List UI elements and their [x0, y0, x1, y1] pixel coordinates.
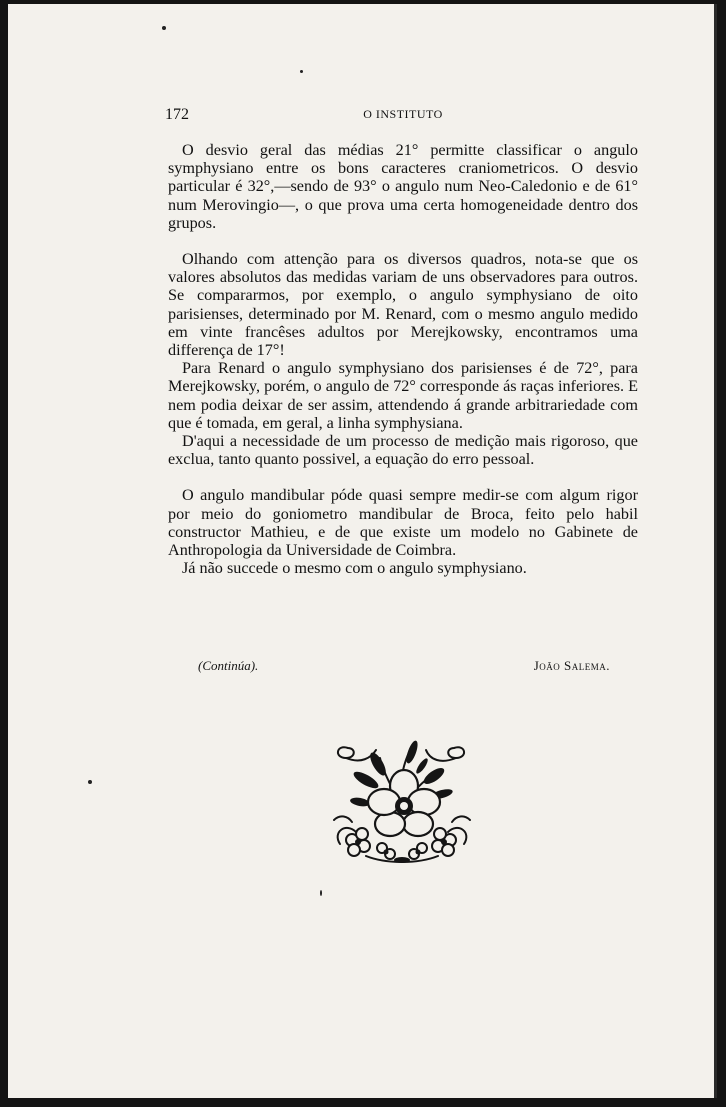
body-text [168, 141, 638, 577]
continua-note: (Continúa). [198, 658, 259, 673]
ink-speck [320, 890, 322, 896]
paragraph-daqui: D'aqui a necessidade de um processo de medição mais rigoroso, que exclua, tanto quanto possivel, a equação do erro pessoal. [168, 432, 638, 469]
ink-speck [88, 780, 92, 784]
floral-vignette-icon [326, 736, 478, 868]
page-header [165, 106, 641, 126]
author-signature: João Salema. [533, 658, 610, 673]
article-footer [198, 658, 610, 678]
book-page [8, 4, 717, 1098]
paragraph-renard: Para Renard o angulo symphysiano dos parisienses é de 72°, para Merejkowsky, porém, o angulo de 72° corresponde ás raças inferiores. E nem podia deixar de ser assim, attendendo á grande arbitrariedade com que é tomada, em geral, a linha symphysiana. [168, 359, 638, 432]
paragraph-ja-nao: Já não succede o mesmo com o angulo symphysiano. [182, 559, 527, 578]
paragraph-olhando: Olhando com attenção para os diversos quadros, nota-se que os valores absolutos das medidas variam de uns observadores para outros. Se compararmos, por exemplo, o angulo symphysiano de oito parisienses, determinado por M. Renard, com o mesmo angulo medido em vinte francêses adultos por Merejkowsky, encontramos uma differença de 17°! [168, 250, 638, 360]
ink-speck [300, 70, 303, 73]
running-title: O INSTITUTO [363, 107, 443, 121]
paragraph-desvio: O desvio geral das médias 21° permitte classificar o angulo symphysiano entre os bons caracteres craniometricos. O desvio particular é 32°,—sendo de 93° o angulo num Neo-Caledonio e de 61° num Merovingio—, o que prova uma certa homogeneidade dentro dos grupos. [168, 141, 638, 232]
paragraph-angulo-mandibular: O angulo mandibular póde quasi sempre medir-se com algum rigor por meio do goniometro mandibular de Broca, feito pelo habil constructor Mathieu, e de que existe um modelo no Gabinete de Anthropologia da Universidade de Coimbra. [168, 486, 638, 560]
ink-speck [162, 26, 166, 30]
page-number: 172 [165, 106, 189, 123]
